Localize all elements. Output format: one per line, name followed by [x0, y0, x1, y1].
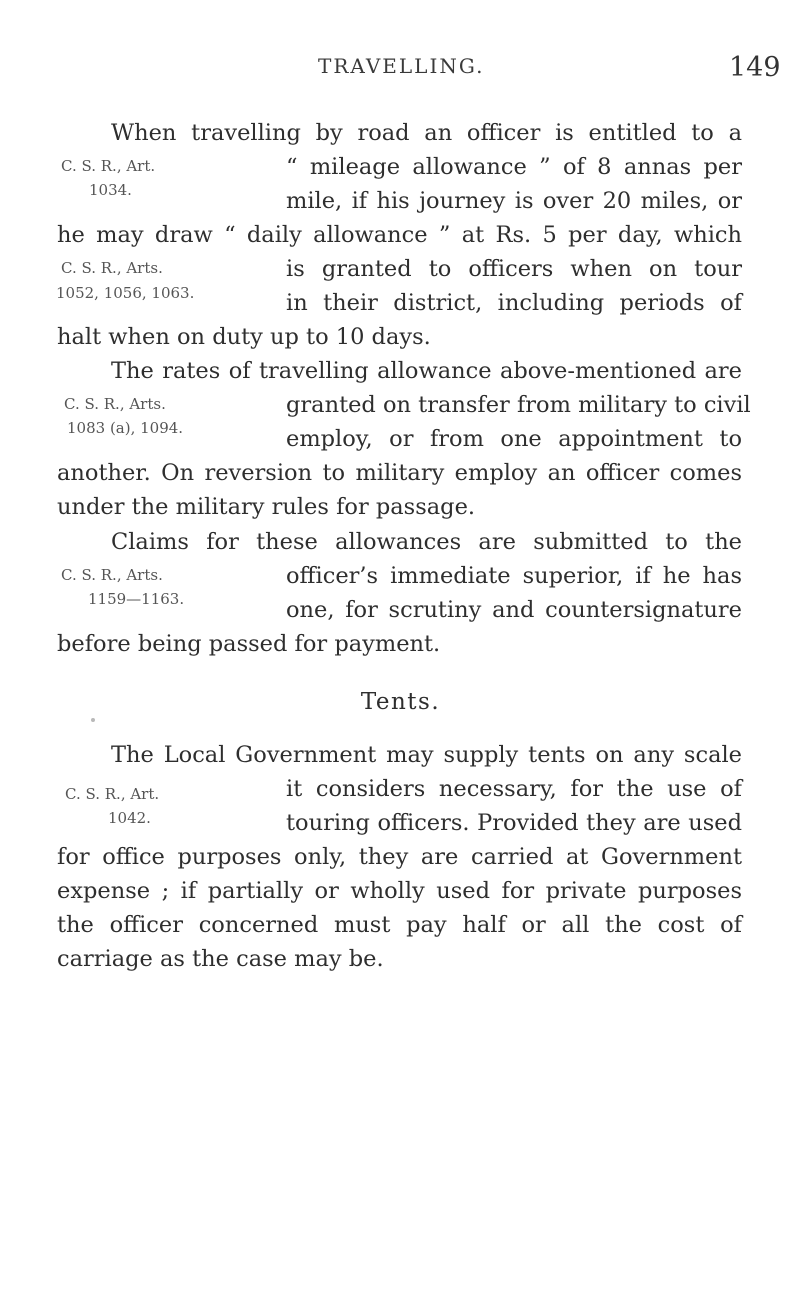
body-line: “ mileage allowance ” of 8 annas per [286, 154, 742, 180]
margin-note-line: 1042. [108, 809, 151, 827]
body-line: officer’s immediate superior, if he has [286, 563, 742, 589]
margin-note-line: C. S. R., Art. [65, 785, 160, 803]
margin-note-line: 1083 (a), 1094. [67, 419, 184, 437]
margin-note-line: 1159—1163. [88, 590, 185, 608]
margin-note-line: 1052, 1056, 1063. [56, 284, 195, 302]
margin-note-line: C. S. R., Arts. [61, 259, 163, 277]
body-line: expense ; if partially or wholly used for private purposes [57, 878, 742, 904]
margin-note-line: C. S. R., Arts. [61, 566, 163, 584]
body-line: one, for scrutiny and countersignature [286, 597, 742, 623]
print-speck [91, 718, 95, 722]
running-head: TRAVELLING. [318, 54, 485, 78]
body-line: before being passed for payment. [57, 631, 441, 657]
body-line: The rates of travelling allowance above-mentioned are [111, 358, 742, 384]
body-line: in their district, including periods of [286, 290, 742, 316]
body-line: is granted to officers when on tour [286, 256, 742, 282]
body-line: the officer concerned must pay half or all the cost of [57, 912, 742, 938]
body-line: another. On reversion to military employ an officer comes [57, 460, 742, 486]
margin-note-line: 1034. [89, 181, 132, 199]
body-line: When travelling by road an officer is entitled to a [111, 120, 742, 146]
body-line: halt when on duty up to 10 days. [57, 324, 431, 350]
body-line: for office purposes only, they are carried at Government [57, 844, 742, 870]
body-line: The Local Government may supply tents on any scale [111, 742, 742, 768]
margin-note-line: C. S. R., Art. [61, 157, 156, 175]
page-number: 149 [729, 52, 781, 83]
body-line: employ, or from one appointment to [286, 426, 742, 452]
body-line: under the military rules for passage. [57, 494, 476, 520]
page-header [0, 54, 801, 94]
body-line: he may draw “ daily allowance ” at Rs. 5 per day, which [57, 222, 742, 248]
body-line: carriage as the case may be. [57, 946, 384, 972]
body-line: Claims for these allowances are submitted to the [111, 529, 742, 555]
section-heading: Tents. [360, 689, 441, 715]
margin-note-line: C. S. R., Arts. [64, 395, 166, 413]
body-line: touring officers. Provided they are used [286, 810, 742, 836]
body-line: granted on transfer from military to civil [286, 392, 751, 418]
body-line: it considers necessary, for the use of [286, 776, 742, 802]
body-line: mile, if his journey is over 20 miles, or [286, 188, 742, 214]
